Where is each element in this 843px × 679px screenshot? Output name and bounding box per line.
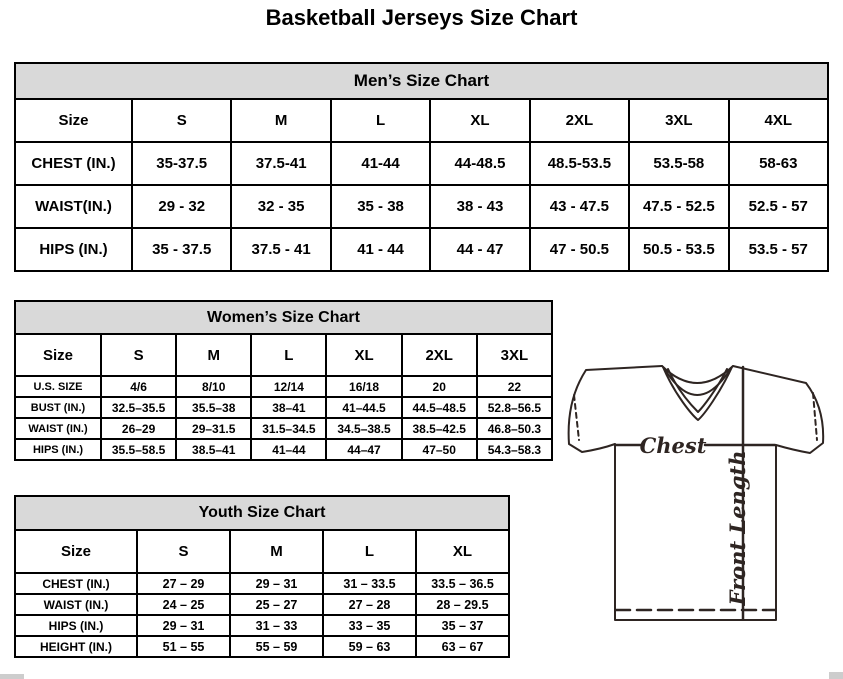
size-value-cell: 47 - 50.5 [530, 228, 629, 271]
row-label-cell: WAIST (IN.) [15, 418, 101, 439]
size-value-cell: 22 [477, 376, 552, 397]
size-value-cell: 41 - 44 [331, 228, 430, 271]
size-value-cell: 29–31.5 [176, 418, 251, 439]
size-value-cell: 27 – 28 [323, 594, 416, 615]
size-value-cell: 47.5 - 52.5 [629, 185, 728, 228]
size-value-cell: 32 - 35 [231, 185, 330, 228]
column-header-cell: 3XL [477, 334, 552, 376]
size-value-cell: 29 - 32 [132, 185, 231, 228]
size-value-cell: 31 – 33 [230, 615, 323, 636]
size-value-cell: 37.5-41 [231, 142, 330, 185]
size-value-cell: 44-48.5 [430, 142, 529, 185]
youth-size-chart [14, 495, 510, 658]
table-row [15, 615, 509, 636]
table-row [15, 573, 509, 594]
size-value-cell: 28 – 29.5 [416, 594, 509, 615]
table-row [15, 439, 552, 460]
size-value-cell: 44 - 47 [430, 228, 529, 271]
front-length-label: Front Length [725, 450, 750, 606]
size-value-cell: 35 - 37.5 [132, 228, 231, 271]
size-value-cell: 24 – 25 [137, 594, 230, 615]
size-value-cell: 52.5 - 57 [729, 185, 828, 228]
size-value-cell: 33.5 – 36.5 [416, 573, 509, 594]
size-value-cell: 44–47 [326, 439, 401, 460]
column-header-cell: 4XL [729, 99, 828, 142]
column-header-cell: XL [326, 334, 401, 376]
size-value-cell: 41–44.5 [326, 397, 401, 418]
column-header-cell: 2XL [402, 334, 477, 376]
table-row [15, 228, 828, 271]
size-value-cell: 38.5–41 [176, 439, 251, 460]
size-value-cell: 41–44 [251, 439, 326, 460]
size-value-cell: 27 – 29 [137, 573, 230, 594]
table-title-cell: Youth Size Chart [15, 496, 509, 530]
size-value-cell: 58-63 [729, 142, 828, 185]
size-value-cell: 31.5–34.5 [251, 418, 326, 439]
size-value-cell: 41-44 [331, 142, 430, 185]
row-label-cell: CHEST (IN.) [15, 573, 137, 594]
row-label-cell: U.S. SIZE [15, 376, 101, 397]
size-value-cell: 34.5–38.5 [326, 418, 401, 439]
size-value-cell: 35-37.5 [132, 142, 231, 185]
column-header-cell: S [101, 334, 176, 376]
size-value-cell: 51 – 55 [137, 636, 230, 657]
size-value-cell: 26–29 [101, 418, 176, 439]
row-label-cell: HIPS (IN.) [15, 615, 137, 636]
size-value-cell: 16/18 [326, 376, 401, 397]
column-header-cell: L [251, 334, 326, 376]
column-header-cell: XL [416, 530, 509, 573]
jersey-measurement-diagram [553, 353, 843, 645]
size-value-cell: 47–50 [402, 439, 477, 460]
size-value-cell: 35 - 38 [331, 185, 430, 228]
column-header-cell: L [323, 530, 416, 573]
column-header-cell: S [132, 99, 231, 142]
size-value-cell: 35 – 37 [416, 615, 509, 636]
column-header-cell: Size [15, 530, 137, 573]
table-title-cell: Men’s Size Chart [15, 63, 828, 99]
column-header-cell: Size [15, 334, 101, 376]
jersey-outline-icon [569, 366, 824, 620]
size-value-cell: 52.8–56.5 [477, 397, 552, 418]
size-value-cell: 31 – 33.5 [323, 573, 416, 594]
chest-label: Chest [639, 433, 707, 458]
row-label-cell: HEIGHT (IN.) [15, 636, 137, 657]
size-value-cell: 35.5–58.5 [101, 439, 176, 460]
size-value-cell: 37.5 - 41 [231, 228, 330, 271]
size-value-cell: 46.8–50.3 [477, 418, 552, 439]
mens-size-chart [14, 62, 829, 272]
size-value-cell: 43 - 47.5 [530, 185, 629, 228]
size-value-cell: 25 – 27 [230, 594, 323, 615]
row-label-cell: HIPS (IN.) [15, 228, 132, 271]
horizontal-scrollbar-fragment-right[interactable] [829, 672, 843, 679]
size-value-cell: 54.3–58.3 [477, 439, 552, 460]
row-label-cell: WAIST (IN.) [15, 594, 137, 615]
size-value-cell: 55 – 59 [230, 636, 323, 657]
size-value-cell: 44.5–48.5 [402, 397, 477, 418]
table-row [15, 594, 509, 615]
size-value-cell: 38 - 43 [430, 185, 529, 228]
size-value-cell: 32.5–35.5 [101, 397, 176, 418]
size-value-cell: 53.5-58 [629, 142, 728, 185]
row-label-cell: WAIST(IN.) [15, 185, 132, 228]
size-value-cell: 20 [402, 376, 477, 397]
size-value-cell: 29 – 31 [137, 615, 230, 636]
page-title: Basketball Jerseys Size Chart [265, 5, 578, 30]
size-value-cell: 38–41 [251, 397, 326, 418]
table-row [15, 636, 509, 657]
row-label-cell: CHEST (IN.) [15, 142, 132, 185]
size-value-cell: 48.5-53.5 [530, 142, 629, 185]
table-row [15, 376, 552, 397]
column-header-cell: L [331, 99, 430, 142]
size-value-cell: 59 – 63 [323, 636, 416, 657]
size-value-cell: 4/6 [101, 376, 176, 397]
size-value-cell: 29 – 31 [230, 573, 323, 594]
size-value-cell: 50.5 - 53.5 [629, 228, 728, 271]
size-value-cell: 53.5 - 57 [729, 228, 828, 271]
size-value-cell: 35.5–38 [176, 397, 251, 418]
column-header-cell: M [230, 530, 323, 573]
column-header-cell: M [176, 334, 251, 376]
row-label-cell: BUST (IN.) [15, 397, 101, 418]
column-header-cell: XL [430, 99, 529, 142]
table-row [15, 142, 828, 185]
table-title-cell: Women’s Size Chart [15, 301, 552, 334]
size-value-cell: 12/14 [251, 376, 326, 397]
size-value-cell: 38.5–42.5 [402, 418, 477, 439]
column-header-cell: 2XL [530, 99, 629, 142]
table-row [15, 185, 828, 228]
row-label-cell: HIPS (IN.) [15, 439, 101, 460]
table-row [15, 418, 552, 439]
size-value-cell: 63 – 67 [416, 636, 509, 657]
column-header-cell: Size [15, 99, 132, 142]
column-header-cell: S [137, 530, 230, 573]
table-row [15, 397, 552, 418]
column-header-cell: M [231, 99, 330, 142]
size-value-cell: 8/10 [176, 376, 251, 397]
size-value-cell: 33 – 35 [323, 615, 416, 636]
womens-size-chart [14, 300, 553, 461]
horizontal-scrollbar-fragment-left[interactable] [0, 674, 24, 679]
column-header-cell: 3XL [629, 99, 728, 142]
left-sleeve-cuff-dashes [574, 395, 579, 440]
